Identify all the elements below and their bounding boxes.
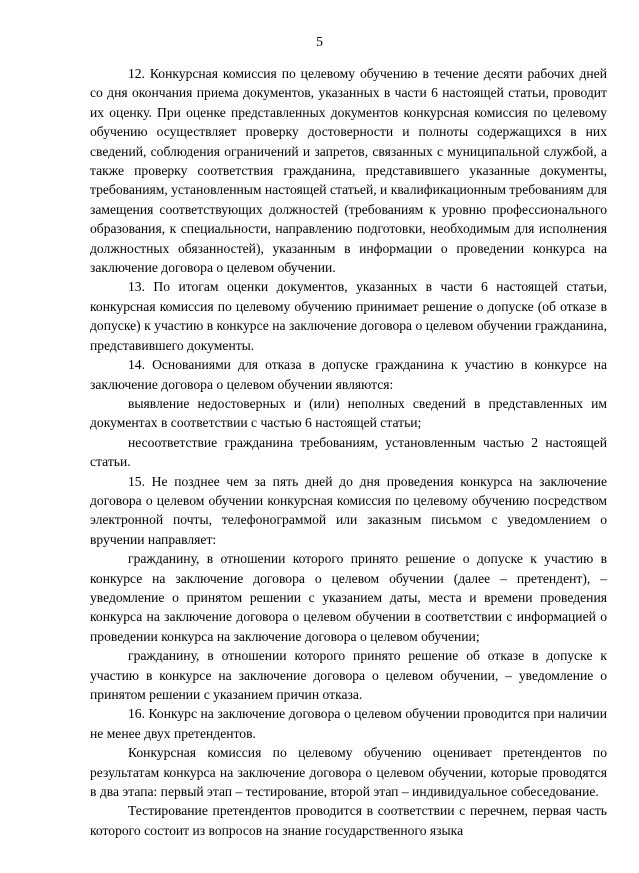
page-number: 5 <box>316 34 323 49</box>
paragraph-14: 14. Основаниями для отказа в допуске гражданина к участию в конкурсе на заключение договора о целевом обучении являются: <box>90 357 607 392</box>
paragraph-15-item-1: гражданину, в отношении которого принято решение о допуске к участию в конкурсе на заключение договора о целевом обучении (далее – претендент), – уведомление о принятом решении с указанием даты, места и времени проведения конкурса на заключение договора о целевом обучении в соответствии с информацией о проведении конкурса на заключение договора о целевом обучении; <box>90 551 607 644</box>
document-body <box>90 64 607 840</box>
paragraph-15: 15. Не позднее чем за пять дней до дня проведения конкурса на заключение договора о целевом обучении конкурсная комиссия по целевому обучению посредством электронной почты, телефонограммой или заказным письмом с уведомлением о вручении направляет: <box>90 473 607 547</box>
paragraph-16-part-3: Тестирование претендентов проводится в соответствии с перечнем, первая часть которого состоит из вопросов на знание государственного языка <box>90 803 607 838</box>
paragraph-13: 13. По итогам оценки документов, указанных в части 6 настоящей статьи, конкурсная комиссия по целевому обучению принимает решение о допуске (об отказе в допуске) к участию в конкурсе на заключение договора о целевом обучении гражданина, представившего документы. <box>90 279 607 353</box>
paragraph-14-item-1: выявление недостоверных и (или) неполных сведений в представленных им документах в соответствии с частью 6 настоящей статьи; <box>90 395 607 431</box>
paragraph-14-item-2: несоответствие гражданина требованиям, установленным частью 2 настоящей статьи. <box>90 434 607 470</box>
paragraph-12: 12. Конкурсная комиссия по целевому обучению в течение десяти рабочих дней со дня окончания приема документов, указанных в части 6 настоящей статьи, проводит их оценку. При оценке представленных документов конкурсная комиссия по целевому обучению осуществляет проверку достоверности и полноты содержащихся в них сведений, соблюдения ограничений и запретов, связанных с муниципальной службой, а также проверку соответствия гражданина, представившего указанные документы, требованиям, установленным настоящей статьей, и квалификационным требованиям для замещения соответствующих должностей (требованиям к уровню профессионального образования, к специальности, направлению подготовки, необходимым для исполнения должностных обязанностей), указанным в информации о проведении конкурса на заключение договора о целевом обучении. <box>90 66 607 276</box>
paragraph-16: 16. Конкурс на заключение договора о целевом обучении проводится при наличии не менее двух претендентов. <box>90 706 607 741</box>
paragraph-16-part-2: Конкурсная комиссия по целевому обучению оценивает претендентов по результатам конкурса на заключение договора о целевом обучении, которые проводятся в два этапа: первый этап – тестирование, второй этап – индивидуальное собеседование. <box>90 745 607 800</box>
paragraph-15-item-2: гражданину, в отношении которого принято решение об отказе в допуске к участию в конкурсе на заключение договора о целевом обучении, – уведомление о принятом решении с указанием причин отказа. <box>90 648 607 702</box>
